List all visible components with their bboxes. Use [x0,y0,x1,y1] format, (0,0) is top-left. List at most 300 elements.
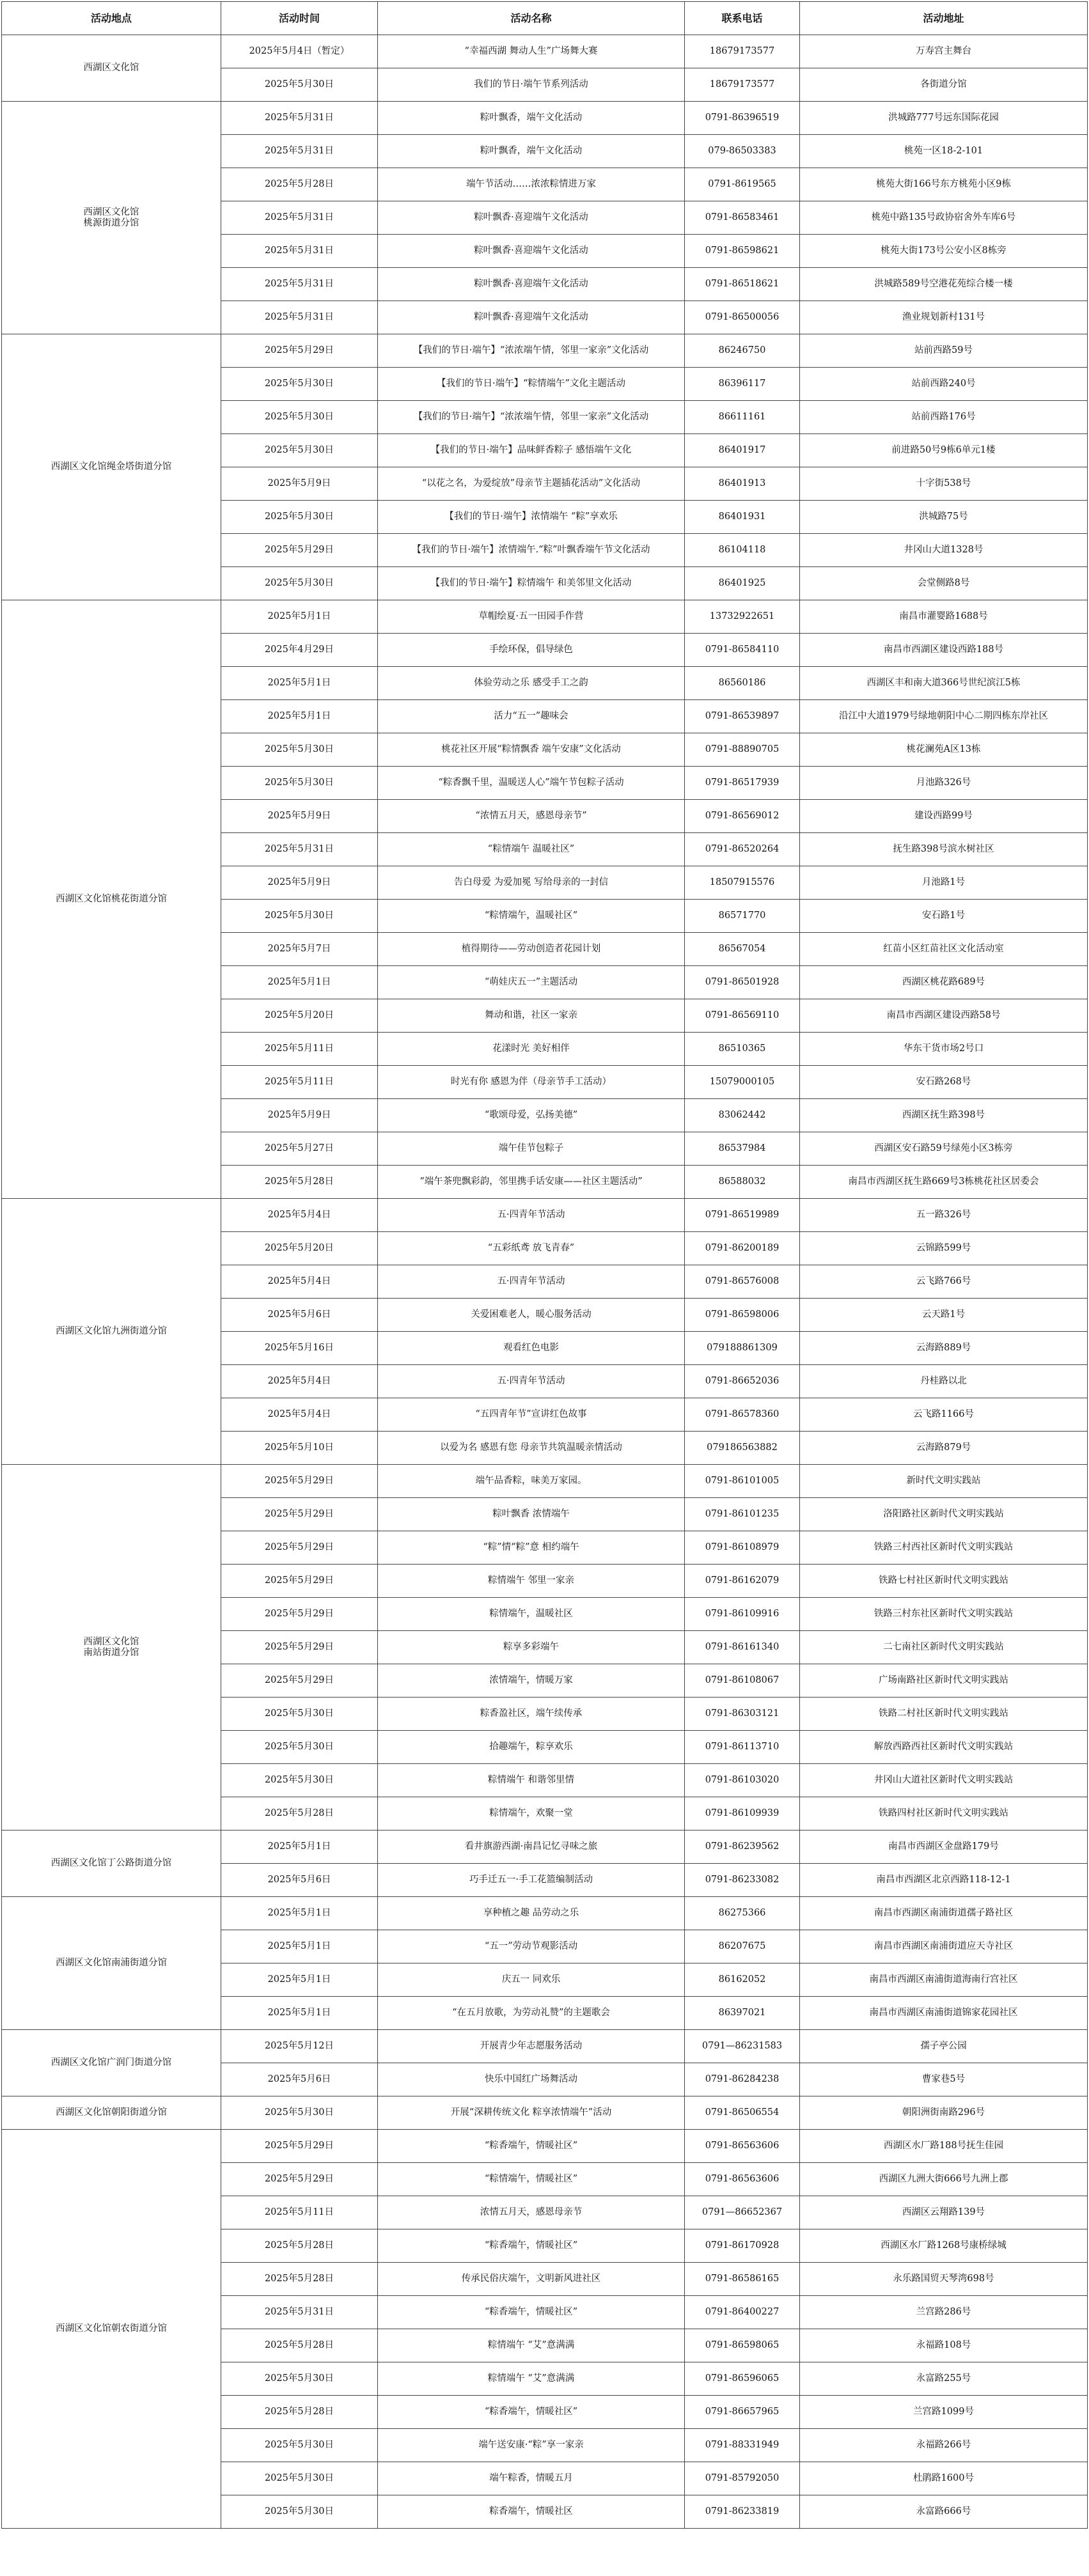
name-cell: 开展青少年志愿服务活动 [378,2030,685,2063]
name-cell: 【我们的节日·端午】“粽情端午”文化主题活动 [378,368,685,401]
phone-cell: 0791-86101005 [685,1465,800,1498]
address-cell: 云海路889号 [800,1332,1088,1365]
address-cell: 云飞路766号 [800,1265,1088,1299]
phone-cell: 18679173577 [685,35,800,68]
time-cell: 2025年5月11日 [221,1033,378,1066]
location-text: 西湖区文化馆丁公路街道分馆 [51,1858,172,1868]
phone-cell: 0791-86569012 [685,800,800,833]
time-cell: 2025年5月28日 [221,2329,378,2362]
time-cell: 2025年5月27日 [221,1132,378,1166]
phone-cell: 0791-86576008 [685,1265,800,1299]
phone-cell: 0791—86652367 [685,2196,800,2229]
location-cell [2,1199,221,1465]
name-cell: 【我们的节日·端午】浓情端午 “粽”享欢乐 [378,501,685,534]
address-cell: 建设西路99号 [800,800,1088,833]
address-cell: 丹桂路以北 [800,1365,1088,1398]
phone-cell: 86246750 [685,334,800,368]
address-cell: 新时代文明实践站 [800,1465,1088,1498]
time-cell: 2025年5月31日 [221,268,378,301]
address-cell: 解放西路西社区新时代文明实践站 [800,1731,1088,1764]
header-time: 活动时间 [221,2,378,35]
name-cell: 告白母爱 为爱加冕 写给母亲的一封信 [378,866,685,900]
time-cell: 2025年5月30日 [221,68,378,102]
address-cell: 云海路879号 [800,1432,1088,1465]
address-cell: 西湖区安石路59号绿苑小区3栋旁 [800,1132,1088,1166]
table-row [2,334,1088,368]
time-cell: 2025年5月29日 [221,1565,378,1598]
phone-cell: 86275366 [685,1897,800,1930]
time-cell: 2025年5月30日 [221,2362,378,2396]
location-text: 西湖区文化馆九洲街道分馆 [56,1326,167,1336]
time-cell: 2025年5月4日 [221,1365,378,1398]
name-cell: 粽叶飘香·喜迎端午文化活动 [378,268,685,301]
phone-cell: 0791-86517939 [685,767,800,800]
time-cell: 2025年5月30日 [221,1698,378,1731]
name-cell: 享种植之趣 品劳动之乐 [378,1897,685,1930]
time-cell: 2025年5月28日 [221,2263,378,2296]
name-cell: “粽”情“粽”意 相约端午 [378,1531,685,1565]
name-cell: 粽香盈社区，端午续传承 [378,1698,685,1731]
phone-cell: 86396117 [685,368,800,401]
phone-cell: 0791-86596065 [685,2362,800,2396]
time-cell: 2025年5月31日 [221,2296,378,2329]
phone-cell: 0791-88890705 [685,733,800,767]
name-cell: 看井旗游西湖·南昌记忆寻味之旅 [378,1831,685,1864]
table-row [2,1465,1088,1498]
phone-cell: 86510365 [685,1033,800,1066]
address-cell: 站前西路176号 [800,401,1088,434]
name-cell: 草帽绘夏·五一田园手作营 [378,600,685,634]
name-cell: “在五月放歌，为劳动礼赞”的主题歌会 [378,1997,685,2030]
phone-cell: 0791-86170928 [685,2229,800,2263]
name-cell: 端午佳节包粽子 [378,1132,685,1166]
location-text: 西湖区文化馆 [83,1636,139,1647]
name-cell: 端午品香粽，味美万家园。 [378,1465,685,1498]
time-cell: 2025年5月30日 [221,434,378,467]
phone-cell: 0791-86578360 [685,1398,800,1432]
phone-cell: 86104118 [685,534,800,567]
name-cell: 时光有你 感恩为伴（母亲节手工活动） [378,1066,685,1099]
name-cell: “粽香端午，情暖社区” [378,2229,685,2263]
name-cell: “五彩纸鸢 放飞青春” [378,1232,685,1265]
name-cell: “粽情端午，情暖社区” [378,2163,685,2196]
table-row [2,2130,1088,2163]
phone-cell: 0791-86518621 [685,268,800,301]
location-cell [2,2030,221,2096]
time-cell: 2025年5月4日（暂定） [221,35,378,68]
header-address: 活动地址 [800,2,1088,35]
address-cell: 前进路50号9栋6单元1楼 [800,434,1088,467]
address-cell: 南昌市西湖区南浦街道海南行宫社区 [800,1963,1088,1997]
name-cell: 端午节活动……浓浓粽情进万家 [378,168,685,201]
time-cell: 2025年5月29日 [221,1531,378,1565]
name-cell: 【我们的节日·端午】品味鲜香粽子 感悟端午文化 [378,434,685,467]
address-cell: 永福路108号 [800,2329,1088,2362]
time-cell: 2025年5月29日 [221,334,378,368]
location-text: 西湖区文化馆绳金塔街道分馆 [51,462,172,472]
time-cell: 2025年5月30日 [221,900,378,933]
name-cell: 花漾时光 美好相伴 [378,1033,685,1066]
address-cell: 曹家巷5号 [800,2063,1088,2096]
name-cell: 【我们的节日·端午】粽情端午 和美邻里文化活动 [378,567,685,600]
name-cell: 舞动和谐，社区一家亲 [378,999,685,1033]
time-cell: 2025年5月1日 [221,1963,378,1997]
name-cell: “粽香飘千里，温暖送人心”端午节包粽子活动 [378,767,685,800]
time-cell: 2025年5月30日 [221,733,378,767]
time-cell: 2025年5月9日 [221,1099,378,1132]
phone-cell: 86401913 [685,467,800,501]
phone-cell: 0791-85792050 [685,2462,800,2495]
address-cell: 安石路1号 [800,900,1088,933]
address-cell: 西湖区抚生路398号 [800,1099,1088,1132]
name-cell: 浓情端午，情暖万家 [378,1664,685,1698]
name-cell: 粽叶飘香，端午文化活动 [378,102,685,135]
time-cell: 2025年5月30日 [221,501,378,534]
phone-cell: 83062442 [685,1099,800,1132]
phone-cell: 0791-86233819 [685,2495,800,2529]
phone-cell: 86401917 [685,434,800,467]
time-cell: 2025年5月29日 [221,2130,378,2163]
address-cell: 桃苑大街166号东方桃苑小区9栋 [800,168,1088,201]
name-cell: 庆五一 同欢乐 [378,1963,685,1997]
time-cell: 2025年5月29日 [221,1498,378,1531]
name-cell: “以花之名，为爱绽放”母亲节主题插花活动”文化活动 [378,467,685,501]
address-cell: 铁路四村社区新时代文明实践站 [800,1797,1088,1831]
address-cell: 永福路266号 [800,2429,1088,2462]
phone-cell: 0791-86652036 [685,1365,800,1398]
phone-cell: 079-86503383 [685,135,800,168]
name-cell: 粽叶飘香·喜迎端午文化活动 [378,301,685,334]
name-cell: 端午送安康·“粽”享一家亲 [378,2429,685,2462]
phone-cell: 15079000105 [685,1066,800,1099]
time-cell: 2025年5月29日 [221,1664,378,1698]
name-cell: 桃花社区开展“粽情飘香 端午安康”文化活动 [378,733,685,767]
name-cell: 粽情端午，温暖社区 [378,1598,685,1631]
location-cell [2,35,221,102]
location-text: 西湖区文化馆桃花街道分馆 [56,894,167,904]
name-cell: 五·四青年节活动 [378,1365,685,1398]
name-cell: 粽享多彩端午 [378,1631,685,1664]
name-cell: “粽情端午，温暖社区” [378,900,685,933]
address-cell: 南昌市西湖区抚生路669号3栋桃花社区居委会 [800,1166,1088,1199]
header-location: 活动地点 [2,2,221,35]
phone-cell: 0791-86396519 [685,102,800,135]
time-cell: 2025年5月11日 [221,1066,378,1099]
name-cell: 传承民俗庆端午，文明新风进社区 [378,2263,685,2296]
name-cell: 粽情端午 “艾”意满满 [378,2329,685,2362]
address-cell: 铁路三村东社区新时代文明实践站 [800,1598,1088,1631]
address-cell: 洪城路777号远东国际花园 [800,102,1088,135]
time-cell: 2025年5月31日 [221,833,378,866]
phone-cell: 0791-88331949 [685,2429,800,2462]
time-cell: 2025年5月30日 [221,1731,378,1764]
name-cell: 粽叶飘香，端午文化活动 [378,135,685,168]
phone-cell: 0791-86200189 [685,1232,800,1265]
phone-cell: 0791-86233082 [685,1864,800,1897]
time-cell: 2025年5月29日 [221,1631,378,1664]
location-text: 南站街道分馆 [83,1647,139,1658]
address-cell: 月池路1号 [800,866,1088,900]
address-cell: 万寿宫主舞台 [800,35,1088,68]
name-cell: 活力“五一”趣味会 [378,700,685,733]
time-cell: 2025年5月31日 [221,135,378,168]
time-cell: 2025年5月1日 [221,600,378,634]
location-text: 桃源街道分馆 [83,217,139,228]
name-cell: 以爱为名 感恩有您 母亲节共筑温暖亲情活动 [378,1432,685,1465]
name-cell: 粽情端午 “艾”意满满 [378,2362,685,2396]
phone-cell: 0791-86563606 [685,2130,800,2163]
phone-cell: 0791-86598621 [685,235,800,268]
table-body [2,35,1088,2529]
phone-cell: 0791-86598065 [685,2329,800,2362]
address-cell: 站前西路240号 [800,368,1088,401]
time-cell: 2025年5月6日 [221,2063,378,2096]
time-cell: 2025年5月1日 [221,966,378,999]
phone-cell: 86560186 [685,667,800,700]
time-cell: 2025年5月7日 [221,933,378,966]
name-cell: 粽叶飘香·喜迎端午文化活动 [378,201,685,235]
address-cell: 南昌市西湖区金盘路179号 [800,1831,1088,1864]
address-cell: 永富路666号 [800,2495,1088,2529]
name-cell: “粽香端午，情暖社区” [378,2296,685,2329]
address-cell: 西湖区丰和南大道366号世纪滨江5栋 [800,667,1088,700]
name-cell: 粽情端午 和谐邻里情 [378,1764,685,1797]
address-cell: 西湖区桃花路689号 [800,966,1088,999]
name-cell: 五·四青年节活动 [378,1199,685,1232]
address-cell: 南昌市西湖区南浦街道孺子路社区 [800,1897,1088,1930]
location-text: 西湖区文化馆南浦街道分馆 [56,1958,167,1968]
time-cell: 2025年5月6日 [221,1299,378,1332]
address-cell: 朝阳洲街南路296号 [800,2096,1088,2130]
phone-cell: 0791-86569110 [685,999,800,1033]
location-text: 西湖区文化馆朝阳街道分馆 [56,2107,167,2118]
phone-cell: 0791-86239562 [685,1831,800,1864]
phone-cell: 0791-86563606 [685,2163,800,2196]
address-cell: 红苗小区红苗社区文化活动室 [800,933,1088,966]
address-cell: 桃苑中路135号政协宿舍外车库6号 [800,201,1088,235]
name-cell: “歌颂母爱，弘扬美德” [378,1099,685,1132]
name-cell: 体验劳动之乐 感受手工之韵 [378,667,685,700]
phone-cell: 079188861309 [685,1332,800,1365]
time-cell: 2025年5月12日 [221,2030,378,2063]
phone-cell: 18507915576 [685,866,800,900]
time-cell: 2025年5月30日 [221,1764,378,1797]
table-row [2,1199,1088,1232]
location-text: 西湖区文化馆 [83,207,139,217]
time-cell: 2025年5月28日 [221,1166,378,1199]
time-cell: 2025年5月9日 [221,866,378,900]
time-cell: 2025年5月1日 [221,1897,378,1930]
address-cell: 西湖区水厂路1268号康桥绿城 [800,2229,1088,2263]
name-cell: 我们的节日·端午节系列活动 [378,68,685,102]
name-cell: 浓情五月天，感恩母亲节 [378,2196,685,2229]
activity-table [1,1,1088,2529]
phone-cell: 13732922651 [685,600,800,634]
address-cell: 华东干货市场2号口 [800,1033,1088,1066]
table-row [2,600,1088,634]
name-cell: 【我们的节日·端午】“浓浓端午情，邻里一家亲”文化活动 [378,334,685,368]
address-cell: 抚生路398号滨水树社区 [800,833,1088,866]
address-cell: 广场南路社区新时代文明实践站 [800,1664,1088,1698]
time-cell: 2025年5月30日 [221,767,378,800]
phone-cell: 0791-86584110 [685,634,800,667]
location-cell [2,2096,221,2130]
phone-cell: 0791-86303121 [685,1698,800,1731]
location-cell [2,1831,221,1897]
address-cell: 西湖区水厂路188号抚生佳园 [800,2130,1088,2163]
header-phone: 联系电话 [685,2,800,35]
time-cell: 2025年5月28日 [221,1797,378,1831]
table-row [2,2096,1088,2130]
time-cell: 2025年5月31日 [221,235,378,268]
address-cell: 铁路七村社区新时代文明实践站 [800,1565,1088,1598]
time-cell: 2025年5月20日 [221,1232,378,1265]
address-cell: 南昌市西湖区建设西路58号 [800,999,1088,1033]
phone-cell: 86567054 [685,933,800,966]
name-cell: “五一”劳动节观影活动 [378,1930,685,1963]
time-cell: 2025年5月9日 [221,800,378,833]
address-cell: 月池路326号 [800,767,1088,800]
time-cell: 2025年5月29日 [221,2163,378,2196]
address-cell: 桃花澜苑A区13栋 [800,733,1088,767]
address-cell: 永乐路国贸天琴湾698号 [800,2263,1088,2296]
location-text: 西湖区文化馆 [83,63,139,73]
address-cell: 铁路二村社区新时代文明实践站 [800,1698,1088,1731]
name-cell: “萌娃庆五一”主题活动 [378,966,685,999]
name-cell: 开展“深耕传统文化 粽享浓情端午”活动 [378,2096,685,2130]
table-row [2,102,1088,135]
time-cell: 2025年5月31日 [221,201,378,235]
time-cell: 2025年5月29日 [221,534,378,567]
address-cell: 井冈山大道社区新时代文明实践站 [800,1764,1088,1797]
name-cell: “粽香端午，情暖社区” [378,2396,685,2429]
phone-cell: 86611161 [685,401,800,434]
table-row [2,1897,1088,1930]
address-cell: 洪城路75号 [800,501,1088,534]
address-cell: 洪城路589号空港花苑综合楼一楼 [800,268,1088,301]
phone-cell: 0791—86231583 [685,2030,800,2063]
time-cell: 2025年5月28日 [221,2229,378,2263]
time-cell: 2025年5月9日 [221,467,378,501]
table-row [2,1831,1088,1864]
name-cell: 粽情端午 邻里一家亲 [378,1565,685,1598]
time-cell: 2025年5月31日 [221,301,378,334]
time-cell: 2025年5月6日 [221,1864,378,1897]
address-cell: 杜鹃路1600号 [800,2462,1088,2495]
table-row [2,2030,1088,2063]
phone-cell: 0791-86598006 [685,1299,800,1332]
address-cell: 安石路268号 [800,1066,1088,1099]
time-cell: 2025年5月11日 [221,2196,378,2229]
time-cell: 2025年5月29日 [221,1598,378,1631]
time-cell: 2025年5月30日 [221,368,378,401]
time-cell: 2025年5月4日 [221,1398,378,1432]
address-cell: 西湖区九洲大街666号九洲上郡 [800,2163,1088,2196]
time-cell: 2025年5月1日 [221,667,378,700]
name-cell: 端午粽香，情暖五月 [378,2462,685,2495]
time-cell: 2025年5月1日 [221,1831,378,1864]
location-cell [2,102,221,334]
location-cell [2,1897,221,2030]
address-cell: 西湖区云翔路139号 [800,2196,1088,2229]
location-cell [2,600,221,1199]
phone-cell: 0791-86506554 [685,2096,800,2130]
address-cell: 南昌市西湖区南浦街道锦家花园社区 [800,1997,1088,2030]
address-cell: 铁路三村西社区新时代文明实践站 [800,1531,1088,1565]
address-cell: 兰宫路286号 [800,2296,1088,2329]
phone-cell: 86162052 [685,1963,800,1997]
name-cell: “端午茶兜飘彩韵，邻里携手话安康——社区主题活动” [378,1166,685,1199]
time-cell: 2025年5月30日 [221,2096,378,2130]
location-cell [2,334,221,600]
name-cell: “幸福西湖 舞动人生”广场舞大赛 [378,35,685,68]
time-cell: 2025年5月30日 [221,401,378,434]
name-cell: “粽香端午，情暖社区” [378,2130,685,2163]
phone-cell: 079186563882 [685,1432,800,1465]
name-cell: 巧手迁五一·手工花篮编制活动 [378,1864,685,1897]
name-cell: 粽叶飘香·喜迎端午文化活动 [378,235,685,268]
time-cell: 2025年5月28日 [221,168,378,201]
phone-cell: 0791-86103020 [685,1764,800,1797]
name-cell: 粽叶飘香 浓情端午 [378,1498,685,1531]
address-cell: 南昌市西湖区南浦街道应天寺社区 [800,1930,1088,1963]
address-cell: 各街道分馆 [800,68,1088,102]
location-cell [2,1465,221,1831]
phone-cell: 0791-86109939 [685,1797,800,1831]
time-cell: 2025年5月1日 [221,1930,378,1963]
time-cell: 2025年5月1日 [221,700,378,733]
name-cell: 观看红色电影 [378,1332,685,1365]
name-cell: 植得期待——劳动创造者花园计划 [378,933,685,966]
address-cell: 云飞路1166号 [800,1398,1088,1432]
time-cell: 2025年5月4日 [221,1265,378,1299]
address-cell: 永富路255号 [800,2362,1088,2396]
phone-cell: 0791-86161340 [685,1631,800,1664]
phone-cell: 86401925 [685,567,800,600]
phone-cell: 86571770 [685,900,800,933]
time-cell: 2025年5月16日 [221,1332,378,1365]
phone-cell: 0791-86583461 [685,201,800,235]
phone-cell: 0791-86162079 [685,1565,800,1598]
time-cell: 2025年5月20日 [221,999,378,1033]
name-cell: 【我们的节日·端午】“浓浓端午情，邻里一家亲”文化活动 [378,401,685,434]
name-cell: 手绘环保，倡导绿色 [378,634,685,667]
time-cell: 2025年5月30日 [221,2495,378,2529]
time-cell: 2025年5月4日 [221,1199,378,1232]
name-cell: “粽情端午 温暖社区” [378,833,685,866]
name-cell: 五·四青年节活动 [378,1265,685,1299]
name-cell: “五四青年节”宣讲红色故事 [378,1398,685,1432]
address-cell: 五一路326号 [800,1199,1088,1232]
phone-cell: 18679173577 [685,68,800,102]
header-row [2,2,1088,35]
time-cell: 2025年5月10日 [221,1432,378,1465]
phone-cell: 0791-86500056 [685,301,800,334]
time-cell: 2025年4月29日 [221,634,378,667]
phone-cell: 0791-86586165 [685,2263,800,2296]
address-cell: 沿江中大道1979号绿地朝阳中心二期四栋东岸社区 [800,700,1088,733]
address-cell: 渔业规划新村131号 [800,301,1088,334]
name-cell: 关爱困难老人，暖心服务活动 [378,1299,685,1332]
address-cell: 会堂侧路8号 [800,567,1088,600]
phone-cell: 0791-86113710 [685,1731,800,1764]
phone-cell: 0791-86108067 [685,1664,800,1698]
phone-cell: 86401931 [685,501,800,534]
name-cell: “浓情五月天，感恩母亲节” [378,800,685,833]
phone-cell: 0791-86501928 [685,966,800,999]
phone-cell: 86537984 [685,1132,800,1166]
location-text: 西湖区文化馆广润门街道分馆 [51,2057,172,2068]
